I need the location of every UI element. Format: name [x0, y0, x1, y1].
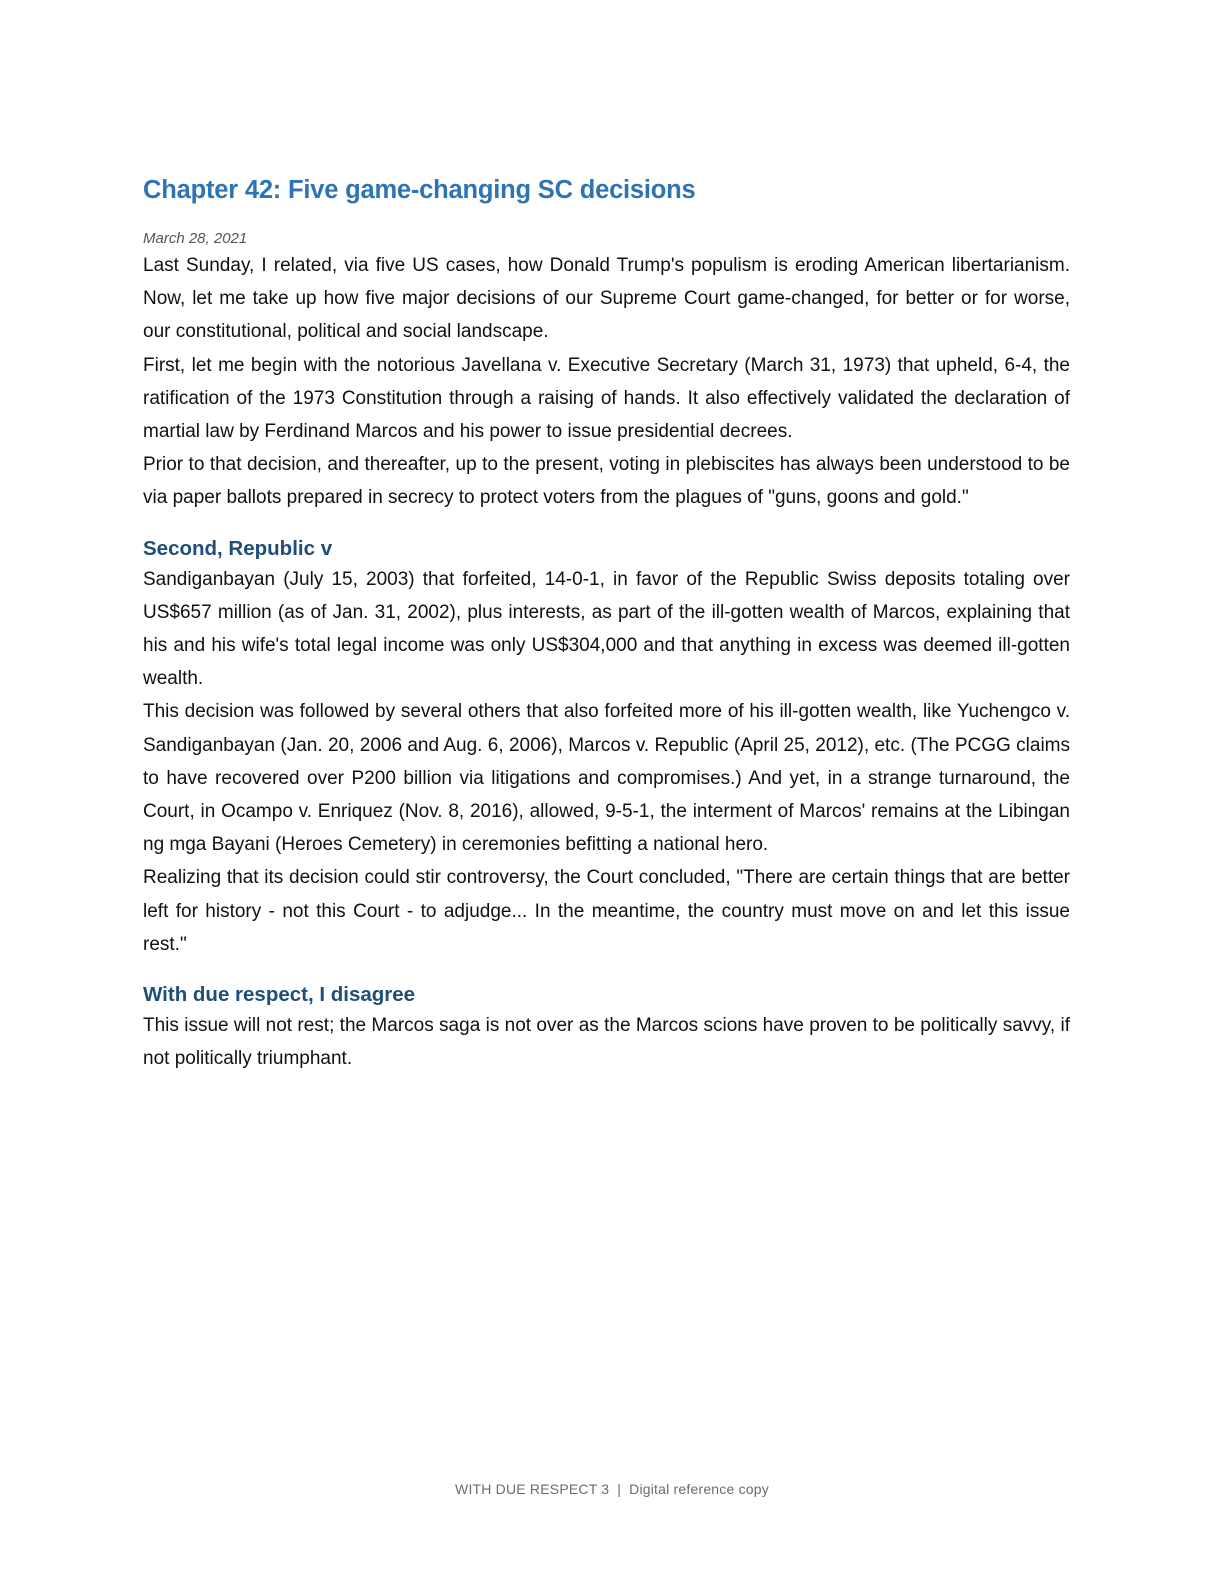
chapter-title: Chapter 42: Five game-changing SC decisions [143, 176, 696, 204]
page-footer [0, 1479, 1224, 1499]
section-heading-2: With due respect, I disagree [143, 983, 416, 1007]
footer-separator: | [617, 1481, 622, 1497]
paragraph-7: This issue will not rest; the Marcos saga is not over as the Marcos scions have proven to be politically savvy, if not politically triumphant. [143, 1015, 1070, 1070]
paragraph-1: Last Sunday, I related, via five US cases, how Donald Trump's populism is eroding American libertarianism. Now, let me take up how five major decisions of our Supreme Court game-changed, for better or for worse, our constitutional, political and social landscape. [143, 255, 1070, 343]
paragraph-3: Prior to that decision, and thereafter, up to the present, voting in plebiscites has always been understood to be via paper ballots prepared in secrecy to protect voters from the plagues of "guns, goons and gold." [143, 454, 1070, 509]
paragraph-4: Sandiganbayan (July 15, 2003) that forfeited, 14-0-1, in favor of the Republic Swiss deposits totaling over US$657 million (as of Jan. 31, 2002), plus interests, as part of the ill-gotten wealth of Marcos, explaining that his and his wife's total legal income was only US$304,000 and that anything in excess was deemed ill-gotten wealth. [143, 568, 1070, 690]
document-page [143, 172, 1070, 1075]
paragraph-2: First, let me begin with the notorious Javellana v. Executive Secretary (March 31, 1973) that upheld, 6-4, the ratification of the 1973 Constitution through a raising of hands. It also effectively validated the declaration of martial law by Ferdinand Marcos and his power to issue presidential decrees. [143, 354, 1070, 443]
footer-note: Digital reference copy [629, 1481, 769, 1497]
paragraph-6: Realizing that its decision could stir controversy, the Court concluded, "There are certain things that are better left for history - not this Court - to adjudge... In the meantime, the country must move on and let this issue rest." [143, 867, 1070, 955]
section-heading-1: Second, Republic v [143, 536, 333, 560]
footer-book-title: WITH DUE RESPECT 3 [455, 1481, 610, 1497]
publication-date: March 28, 2021 [143, 230, 248, 247]
paragraph-5: This decision was followed by several others that also forfeited more of his ill-gotten wealth, like Yuchengco v. Sandiganbayan (Jan. 20, 2006 and Aug. 6, 2006), Marcos v. Republic (April 25, 2012), etc. (The PCGG claims to have recovered over P200 billion via litigations and compromises.) And yet, in a strange turnaround, the Court, in Ocampo v. Enriquez (Nov. 8, 2016), allowed, 9-5-1, the interment of Marcos' remains at the Libingan ng mga Bayani (Heroes Cemetery) in ceremonies befitting a national hero. [143, 701, 1070, 856]
